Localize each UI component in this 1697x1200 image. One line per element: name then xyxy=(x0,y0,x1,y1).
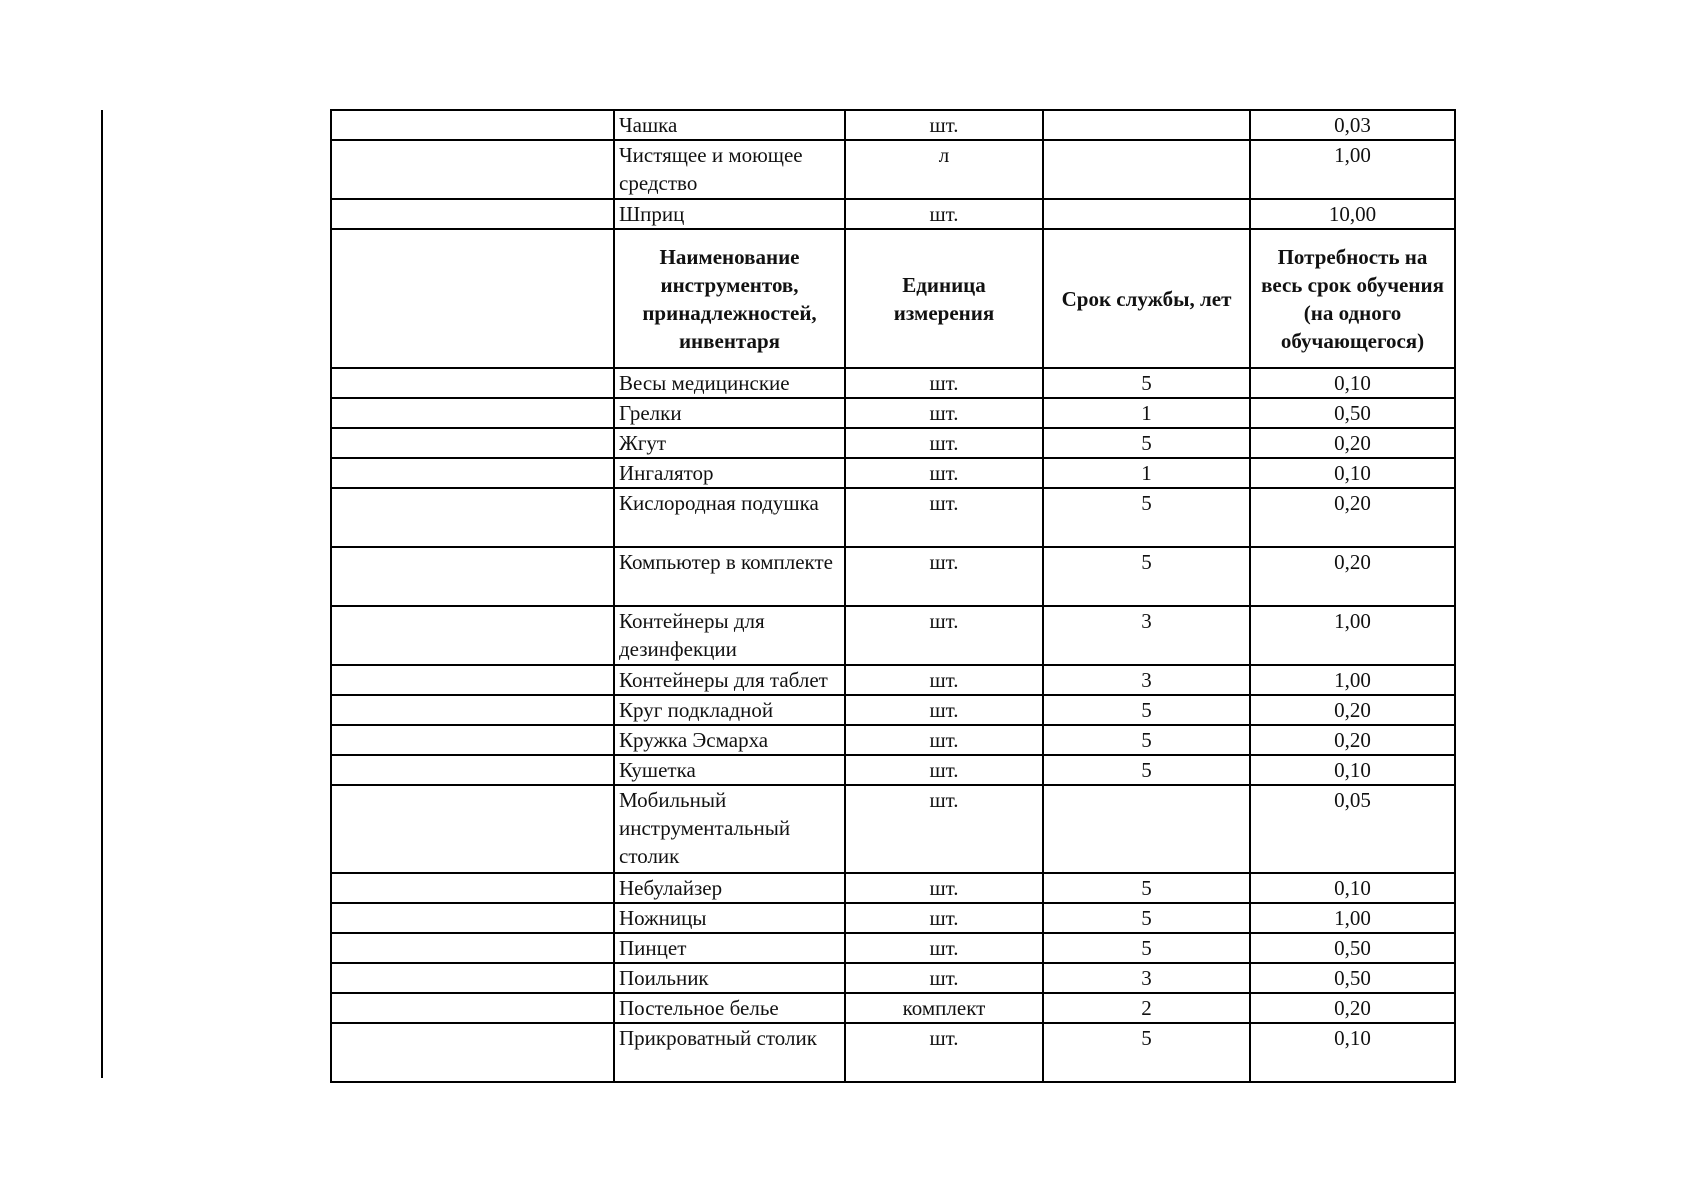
empty-cell xyxy=(331,140,614,199)
empty-cell xyxy=(331,458,614,488)
empty-cell xyxy=(331,785,614,873)
item-life xyxy=(1043,110,1250,140)
item-life: 3 xyxy=(1043,606,1250,665)
item-unit: шт. xyxy=(845,785,1043,873)
item-name: Прикроватный столик xyxy=(614,1023,845,1082)
item-need: 0,20 xyxy=(1250,725,1455,755)
item-need: 0,20 xyxy=(1250,428,1455,458)
item-life: 5 xyxy=(1043,903,1250,933)
table-row xyxy=(331,785,1455,873)
empty-cell xyxy=(331,368,614,398)
table-row xyxy=(331,755,1455,785)
empty-cell xyxy=(331,606,614,665)
empty-cell xyxy=(331,665,614,695)
item-name: Шприц xyxy=(614,199,845,229)
table-row xyxy=(331,428,1455,458)
item-unit: комплект xyxy=(845,993,1043,1023)
item-need: 0,20 xyxy=(1250,547,1455,606)
item-need: 0,03 xyxy=(1250,110,1455,140)
table-row xyxy=(331,547,1455,606)
header-life: Срок службы, лет xyxy=(1043,229,1250,368)
item-name: Кушетка xyxy=(614,755,845,785)
item-life xyxy=(1043,199,1250,229)
table-row xyxy=(331,368,1455,398)
item-name: Грелки xyxy=(614,398,845,428)
item-unit: шт. xyxy=(845,458,1043,488)
table-row xyxy=(331,903,1455,933)
empty-cell xyxy=(331,428,614,458)
item-name: Ингалятор xyxy=(614,458,845,488)
table-header-row xyxy=(331,229,1455,368)
item-need: 0,20 xyxy=(1250,488,1455,547)
item-life: 5 xyxy=(1043,695,1250,725)
table-row xyxy=(331,606,1455,665)
item-life: 1 xyxy=(1043,398,1250,428)
item-name: Ножницы xyxy=(614,903,845,933)
item-unit: шт. xyxy=(845,199,1043,229)
inventory-table xyxy=(330,109,1456,1083)
item-need: 0,50 xyxy=(1250,933,1455,963)
table-row xyxy=(331,963,1455,993)
item-name: Весы медицинские xyxy=(614,368,845,398)
item-unit: шт. xyxy=(845,398,1043,428)
table-row xyxy=(331,725,1455,755)
header-unit: Единица измерения xyxy=(845,229,1043,368)
item-unit: шт. xyxy=(845,110,1043,140)
empty-cell xyxy=(331,1023,614,1082)
item-life: 5 xyxy=(1043,368,1250,398)
item-unit: шт. xyxy=(845,725,1043,755)
item-name: Поильник xyxy=(614,963,845,993)
item-need: 0,20 xyxy=(1250,993,1455,1023)
empty-cell xyxy=(331,993,614,1023)
item-life: 5 xyxy=(1043,725,1250,755)
item-need: 0,10 xyxy=(1250,755,1455,785)
table-row xyxy=(331,1023,1455,1082)
table-row xyxy=(331,398,1455,428)
item-name: Чистящее и моющее средство xyxy=(614,140,845,199)
item-need: 1,00 xyxy=(1250,903,1455,933)
table-row xyxy=(331,993,1455,1023)
item-unit: шт. xyxy=(845,873,1043,903)
item-life: 5 xyxy=(1043,1023,1250,1082)
empty-cell xyxy=(331,547,614,606)
item-name: Постельное белье xyxy=(614,993,845,1023)
header-name: Наименование инструментов, принадлежностей, инвентаря xyxy=(614,229,845,368)
item-need: 0,50 xyxy=(1250,398,1455,428)
table-row xyxy=(331,933,1455,963)
item-need: 1,00 xyxy=(1250,665,1455,695)
table-row xyxy=(331,199,1455,229)
empty-cell xyxy=(331,110,614,140)
item-need: 1,00 xyxy=(1250,140,1455,199)
item-need: 1,00 xyxy=(1250,606,1455,665)
item-unit: шт. xyxy=(845,1023,1043,1082)
table-row xyxy=(331,665,1455,695)
item-name: Небулайзер xyxy=(614,873,845,903)
item-unit: шт. xyxy=(845,903,1043,933)
item-unit: шт. xyxy=(845,665,1043,695)
table-row xyxy=(331,873,1455,903)
table-row xyxy=(331,488,1455,547)
table-row xyxy=(331,458,1455,488)
item-name: Жгут xyxy=(614,428,845,458)
item-name: Круг подкладной xyxy=(614,695,845,725)
empty-cell xyxy=(331,398,614,428)
item-life xyxy=(1043,785,1250,873)
page-margin-line xyxy=(101,110,103,1078)
empty-cell xyxy=(331,488,614,547)
item-name: Контейнеры для таблет xyxy=(614,665,845,695)
item-unit: шт. xyxy=(845,933,1043,963)
header-need: Потребность на весь срок обучения (на одного обучающегося) xyxy=(1250,229,1455,368)
empty-cell xyxy=(331,873,614,903)
item-life: 5 xyxy=(1043,488,1250,547)
item-life: 5 xyxy=(1043,873,1250,903)
item-unit: шт. xyxy=(845,755,1043,785)
item-need: 0,10 xyxy=(1250,458,1455,488)
item-unit: шт. xyxy=(845,695,1043,725)
item-life: 5 xyxy=(1043,933,1250,963)
item-life: 5 xyxy=(1043,547,1250,606)
item-unit: шт. xyxy=(845,368,1043,398)
item-need: 0,10 xyxy=(1250,873,1455,903)
item-life: 3 xyxy=(1043,963,1250,993)
item-life: 1 xyxy=(1043,458,1250,488)
item-name: Чашка xyxy=(614,110,845,140)
table-row xyxy=(331,110,1455,140)
item-name: Кружка Эсмарха xyxy=(614,725,845,755)
item-name: Пинцет xyxy=(614,933,845,963)
item-unit: шт. xyxy=(845,606,1043,665)
item-need: 0,10 xyxy=(1250,368,1455,398)
table-row xyxy=(331,695,1455,725)
item-unit: шт. xyxy=(845,488,1043,547)
empty-cell xyxy=(331,903,614,933)
empty-cell xyxy=(331,725,614,755)
item-unit: шт. xyxy=(845,547,1043,606)
item-life: 5 xyxy=(1043,428,1250,458)
item-need: 0,20 xyxy=(1250,695,1455,725)
item-unit: шт. xyxy=(845,428,1043,458)
item-name: Мобильный инструментальный столик xyxy=(614,785,845,873)
item-life xyxy=(1043,140,1250,199)
item-unit: л xyxy=(845,140,1043,199)
empty-cell xyxy=(331,199,614,229)
item-need: 0,10 xyxy=(1250,1023,1455,1082)
item-unit: шт. xyxy=(845,963,1043,993)
item-name: Контейнеры для дезинфекции xyxy=(614,606,845,665)
item-life: 5 xyxy=(1043,755,1250,785)
empty-cell xyxy=(331,963,614,993)
item-name: Компьютер в комплекте xyxy=(614,547,845,606)
item-need: 0,05 xyxy=(1250,785,1455,873)
item-need: 0,50 xyxy=(1250,963,1455,993)
empty-cell xyxy=(331,755,614,785)
item-name: Кислородная подушка xyxy=(614,488,845,547)
table-row xyxy=(331,140,1455,199)
item-need: 10,00 xyxy=(1250,199,1455,229)
item-life: 2 xyxy=(1043,993,1250,1023)
empty-cell xyxy=(331,695,614,725)
empty-cell xyxy=(331,933,614,963)
item-life: 3 xyxy=(1043,665,1250,695)
empty-cell xyxy=(331,229,614,368)
